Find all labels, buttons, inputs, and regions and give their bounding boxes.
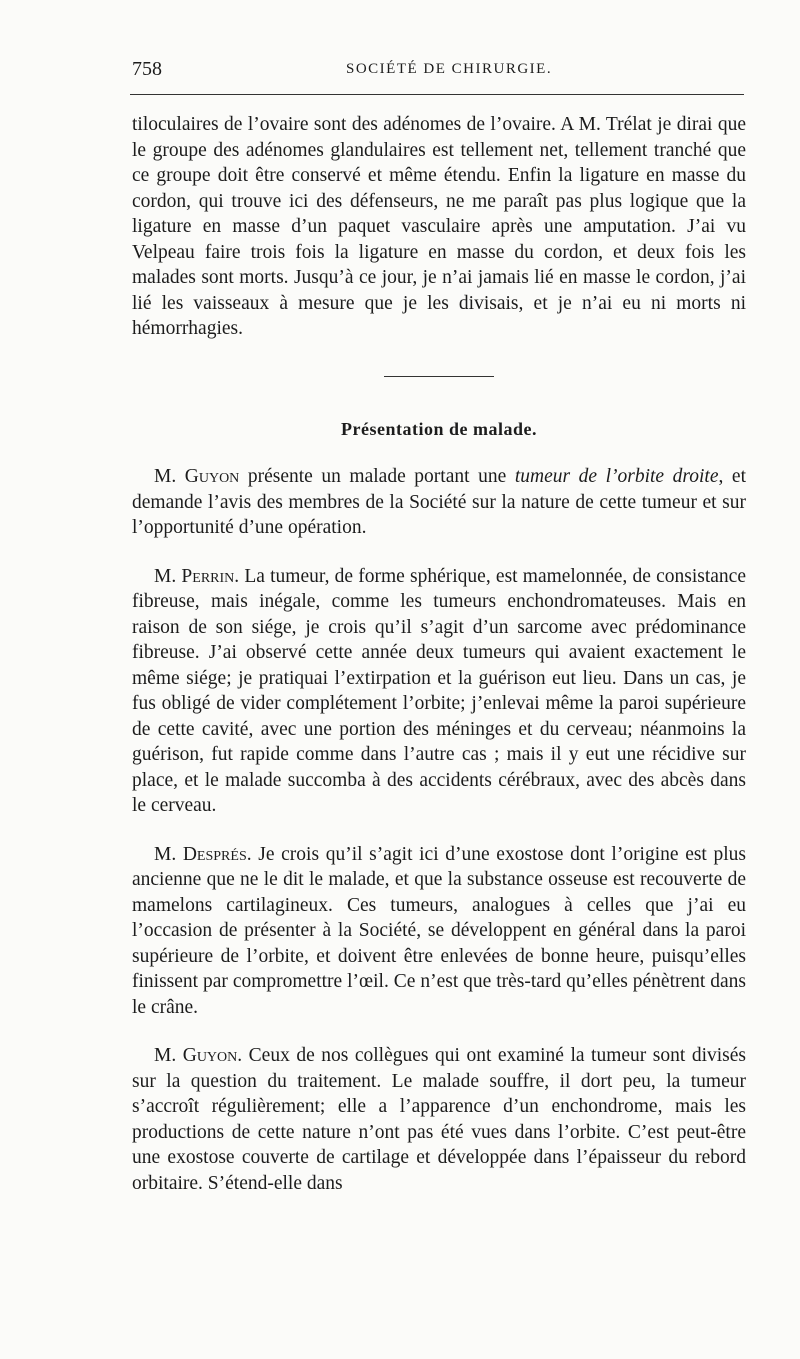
section-divider — [384, 376, 494, 377]
page-number: 758 — [132, 58, 162, 80]
section-title: Présentation de malade. — [341, 418, 537, 439]
speaker-name: M. Guyon. — [154, 1045, 243, 1066]
body-text — [132, 112, 746, 1196]
paragraph-perrin — [132, 564, 746, 819]
speaker-name: M. Després. — [154, 843, 252, 865]
paragraph-despres — [132, 842, 746, 1021]
speaker-name: M. Guyon — [154, 466, 240, 487]
italic-phrase: tumeur de l’orbite droite — [514, 466, 719, 487]
paragraph-text: , et demande l’avis des membres de la Société sur la nature de cette tumeur et sur l’opportunité d’une opération. — [132, 466, 746, 538]
paragraph-text: La tumeur, de forme sphérique, est mamelonnée, de consistance fibreuse, mais inégale, comme les tumeurs enchondromateuses. Mais en raison de son siége, je crois qu’il s’agit d’un sarcome avec prédominance fibreuse. J’ai observé cette année deux tumeurs qui avaient exactement le même siége; je pratiquai l’extirpation et la guérison eut lieu. Dans un cas, je fus obligé de vider complétement l’orbite; j’enlevai même la paroi supérieure de cette cavité, avec une portion des méninges et du cerveau; néanmoins la guérison, fut rapide comme dans l’autre cas ; mais il y eut une récidive sur place, et le malade succomba à des accidents cérébraux, avec des abcès dans le cerveau. — [132, 565, 746, 816]
paragraph-guyon-presentation — [132, 464, 746, 541]
paragraph-text: présente un malade portant une — [239, 466, 515, 487]
page-header — [132, 58, 744, 84]
paragraph-text: Ceux de nos collègues qui ont examiné la tumeur sont divisés sur la question du traitement. Le malade souffre, il dort peu, la tumeur s’accroît régulièrement; elle a l’apparence d’un enchondrome, mais les productions de cette nature n’ont pas été vues dans l’orbite. C’est peut-être une exostose couverte de cartilage et développée dans l’épaisseur du rebord orbitaire. S’étend-elle dans — [132, 1045, 746, 1194]
header-rule — [130, 94, 744, 95]
speaker-name: M. Perrin. — [154, 565, 240, 587]
paragraph-text: Je crois qu’il s’agit ici d’une exostose dont l’origine est plus ancienne que ne le dit le malade, et que la substance osseuse est recouverte de mamelons cartilagineux. Ces tumeurs, analogues à celles que j’ai eu l’occasion de présenter à la Société, se développent en général dans la paroi supérieure de l’orbite, et doivent être enlevées de bonne heure, puisqu’elles finissent par compromettre l’œil. Ce n’est que très-tard qu’elles pénètrent dans le crâne. — [132, 843, 746, 1018]
running-title: SOCIÉTÉ DE CHIRURGIE. — [346, 61, 553, 77]
paragraph-guyon-reply — [132, 1043, 746, 1196]
continuation-paragraph: tiloculaires de l’ovaire sont des adénomes de l’ovaire. A M. Trélat je dirai que le groupe des adénomes glandulaires est tellement net, tellement tranché que ce groupe doit être conservé et même étendu. Enfin la ligature en masse du cordon, qui trouve ici des défenseurs, ne me paraît pas plus logique que la ligature en masse d’un paquet vasculaire après une amputation. J’ai vu Velpeau faire trois fois la ligature en masse du cordon, et deux fois les malades sont morts. Jusqu’à ce jour, je n’ai jamais lié en masse le cordon, j’ai lié les vaisseaux à mesure que je les divisais, et je n’ai eu ni morts ni hémorrhagies. — [132, 114, 746, 339]
